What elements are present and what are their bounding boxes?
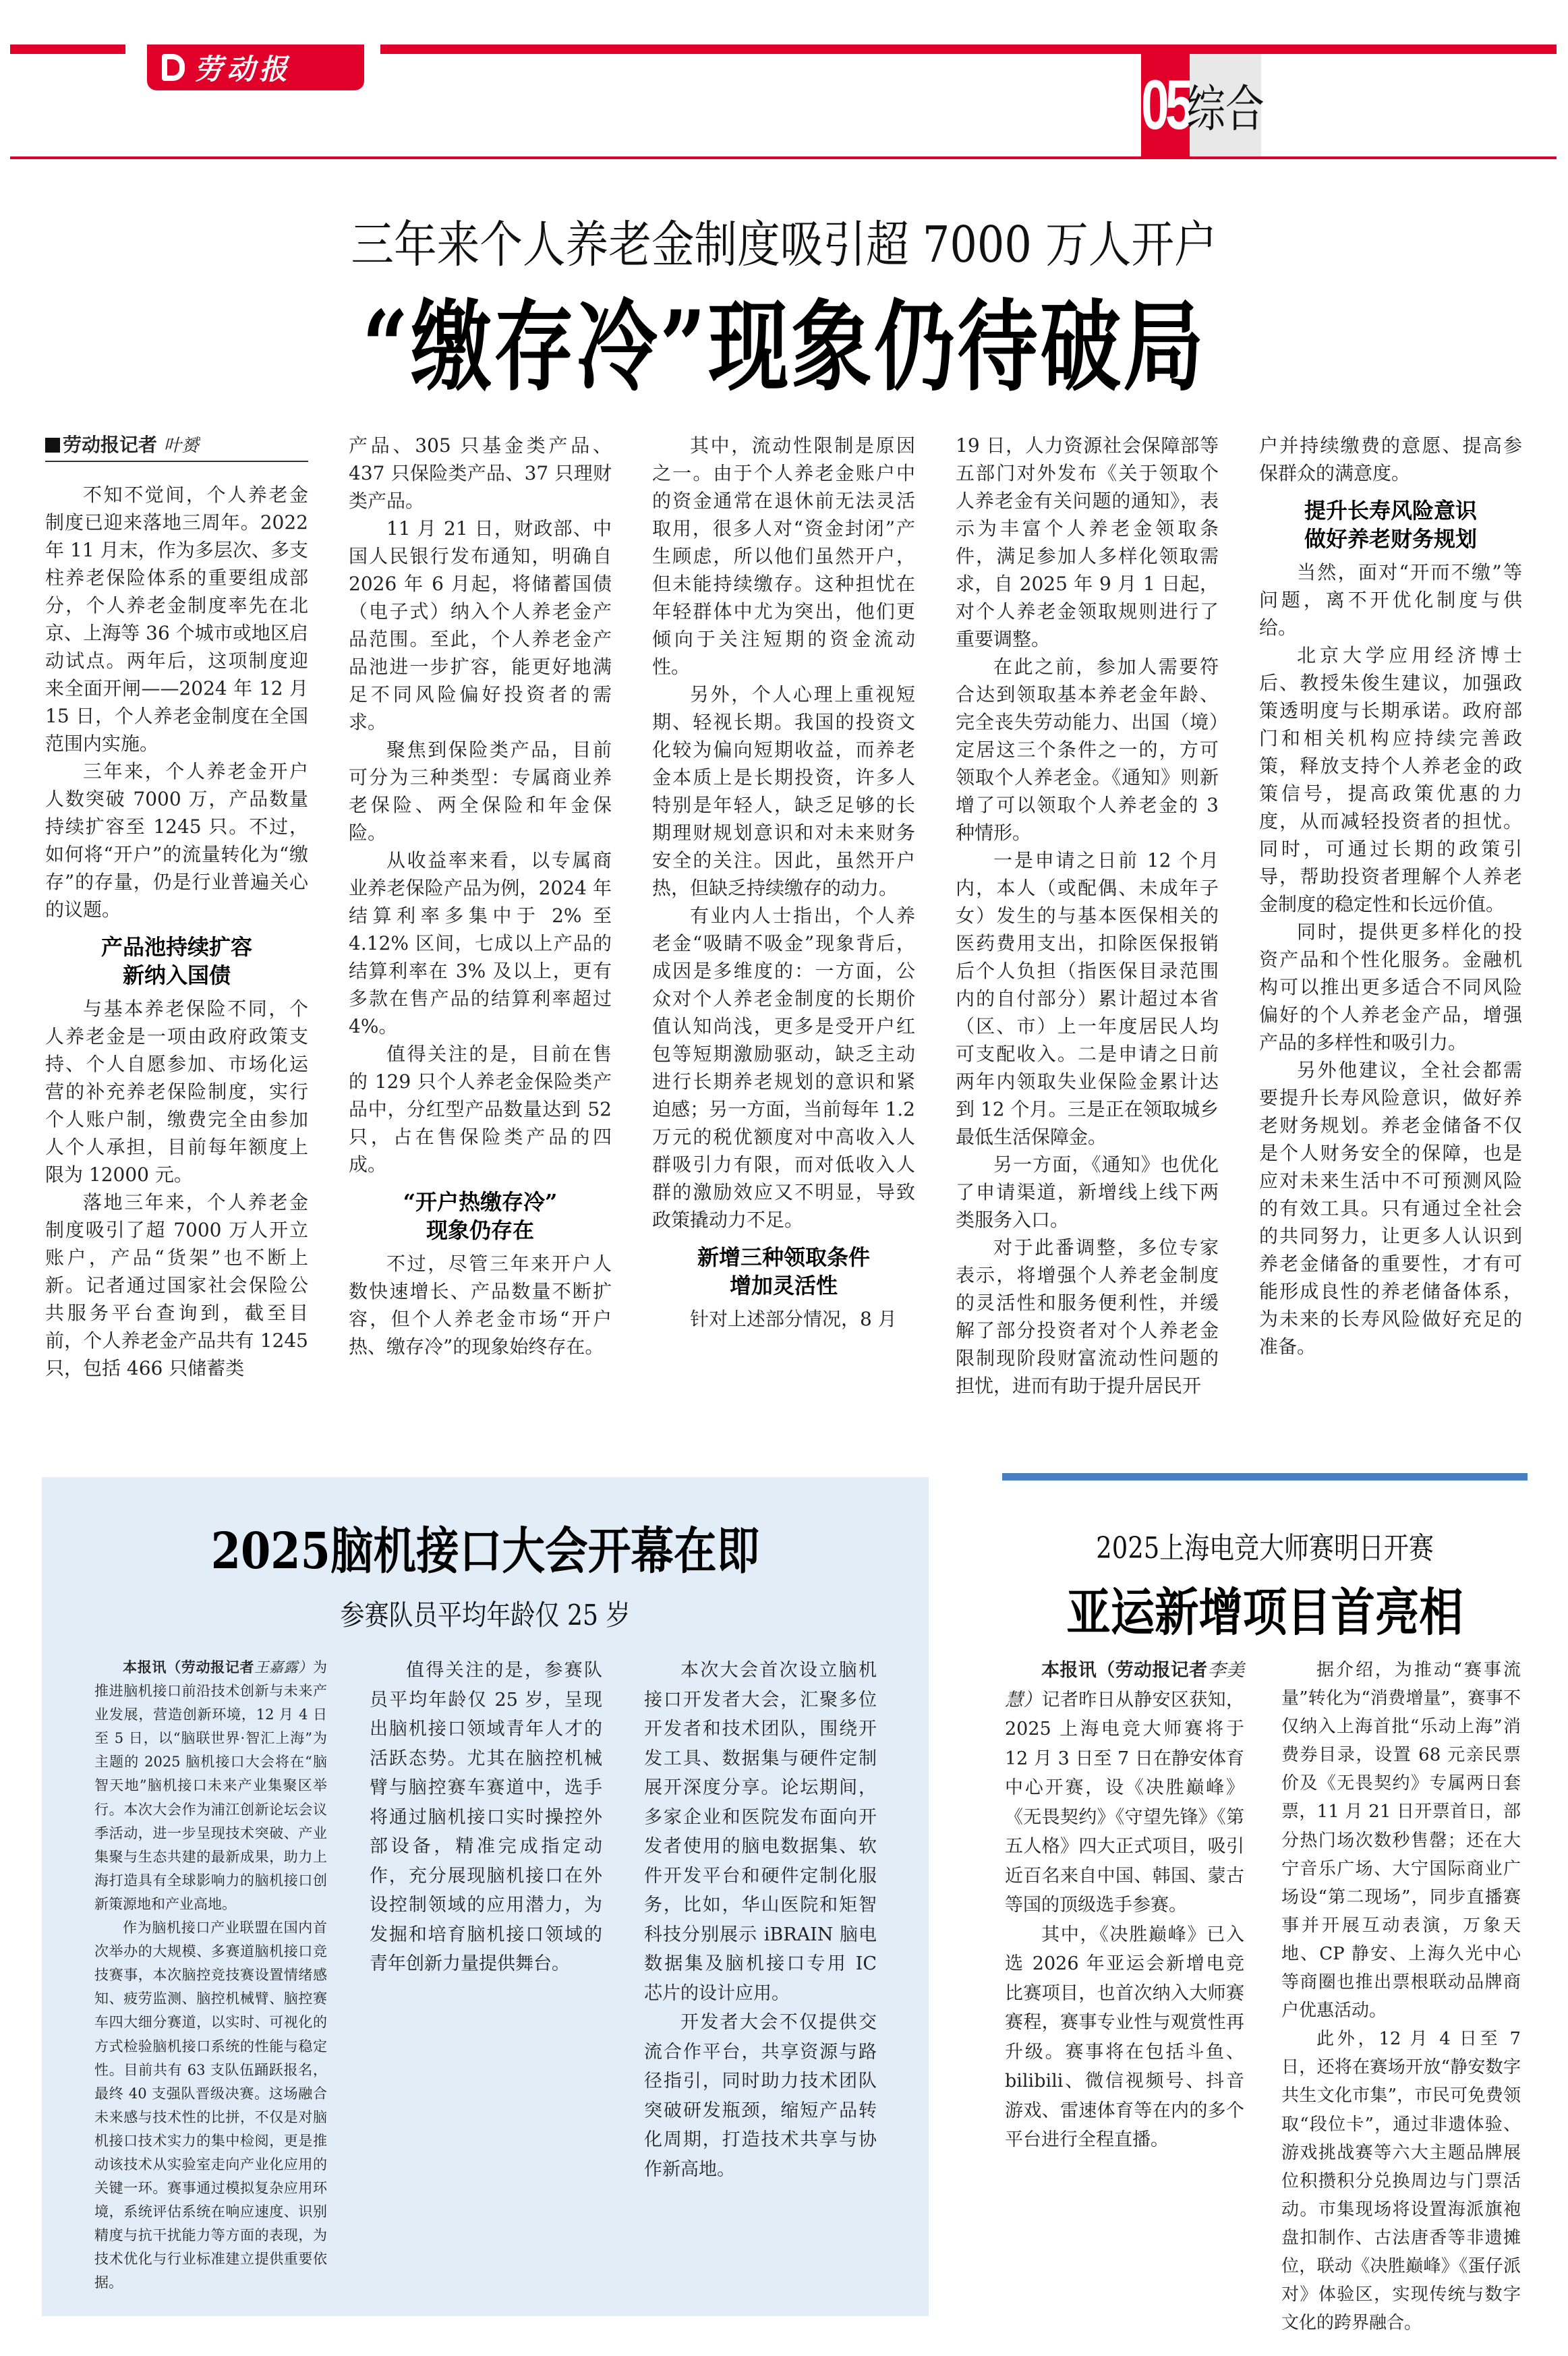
paragraph: 与基本养老保险不同，个人养老金是一项由政府政策支持、个人自愿参加、市场化运营的补充养老保险制度，实行个人账户制，缴费完全由参加人个人承担，目前每年额度上限为 12000 元。 [45, 998, 308, 1186]
paragraph [94, 1656, 327, 1916]
paragraph: 有业内人士指出，个人养老金“吸睛不吸金”现象背后，成因是多维度的：一方面，公众对个人养老金制度的长期价值认知尚浅，更多是受开户红包等短期激励驱动，缺乏主动进行长期养老规划的意识和紧迫感；另一方面，当前每年 1.2 万元的税优额度对中高收入人群吸引力有限，而对低收入人群的激励效应又不明显，导致政策撬动力不足。 [652, 904, 915, 1231]
paragraph: 产品、305 只基金类产品、437 只保险类产品、37 只理财类产品。 [349, 434, 612, 512]
paragraph: 另外，个人心理上重视短期、轻视长期。我国的投资文化较为偏向短期收益，而养老金本质上是长期投资，许多人特别是年轻人，缺乏足够的长期理财规划意识和对未来财务安全的关注。因此，虽然开户热，但缺乏持续缴存的动力。 [652, 683, 915, 899]
subhead-line: 现象仍存在 [426, 1217, 534, 1243]
article-column-5 [1259, 432, 1522, 1360]
paragraph: 不过，尽管三年来开户人数快速增长、产品数量不断扩容，但个人养老金市场“开户热、缴存冷”的现象始终存在。 [349, 1253, 612, 1358]
logo-mark-icon [162, 54, 185, 81]
paragraph: 另一方面，《通知》也优化了申请渠道，新增线上线下两类服务入口。 [956, 1153, 1219, 1231]
paragraph-text: 记者昨日从静安区获知，2025 上海电竞大师赛将于 12 月 3 日至 7 日在静安体育中心开赛，设《决胜巅峰》《无畏契约》《守望先锋》《第五人格》四大正式项目，吸引近百名来自中国、韩国、蒙古等国的顶级选手参赛。 [1005, 1689, 1245, 1916]
paragraph: 聚焦到保险类产品，目前可分为三种类型：专属商业养老保险、两全保险和年金保险。 [349, 739, 612, 844]
paragraph: 北京大学应用经济博士后、教授朱俊生建议，加强政策透明度与长期承诺。政府部门和相关机构应持续完善政策，释放支持个人养老金的政策信号，提高政策优惠的力度，从而减轻投资者的担忧。同时，可通过长期的政策引导，帮助投资者理解个人养老金制度的稳定性和长远价值。 [1259, 644, 1522, 915]
bci-headline: 2025脑机接口大会开幕在即 [210, 1522, 760, 1580]
subhead-line: 新纳入国债 [122, 962, 231, 988]
subhead [652, 1243, 915, 1300]
article-column-1 [45, 432, 308, 1382]
paragraph: 本次大会首次设立脑机接口开发者大会，汇聚多位开发者和技术团队，围绕开发工具、数据集与硬件定制展开深度分享。论坛期间，多家企业和医院发布面向开发者使用的脑电数据集、软件开发平台和硬件定制化服务，比如，华山医院和矩智科技分别展示 iBRAIN 脑电数据集及脑机接口专用 IC 芯片的设计应用。 [644, 1660, 877, 2004]
paragraph: 11 月 21 日，财政部、中国人民银行发布通知，明确自 2026 年 6 月起，将储蓄国债（电子式）纳入个人养老金产品范围。至此，个人养老金产品池进一步扩容，能更好地满足不同风险偏好投资者的需求。 [349, 517, 612, 733]
masthead-gap [364, 45, 380, 54]
section-name: 综合 [1186, 80, 1265, 138]
paragraph: 据介绍，为推动“赛事流量”转化为“消费增量”，赛事不仅纳入上海首批“乐动上海”消费券目录，设置 68 元亲民票价及《无畏契约》专属两日套票，11 月 21 日开票首日，部分热门场次数秒售罄；还在大宁音乐广场、大宁国际商业广场设“第二现场”，同步直播赛事并开展互动表演，万象天地、CP 静安、上海久光中心等商圈也推出票根联动品牌商户优惠活动。 [1281, 1660, 1521, 2021]
bci-column-3 [644, 1656, 877, 2184]
paragraph: 其中，流动性限制是原因之一。由于个人养老金账户中的资金通常在退休前无法灵活取用，很多人对“资金封闭”产生顾虑，所以他们虽然开户，但未能持续缴存。这种担忧在年轻群体中尤为突出，他们更倾向于关注短期的资金流动性。 [652, 434, 915, 678]
masthead-red-bar-left [10, 45, 40, 54]
paragraph: 三年来，个人养老金开户人数突破 7000 万，产品数量持续扩容至 1245 只。不过，如何将“开户”的流量转化为“缴存”的存量，仍是行业普遍关心的议题。 [45, 760, 308, 921]
esports-blue-rule [1002, 1473, 1528, 1481]
main-headline: “缴存冷”现象仍待破局 [361, 289, 1207, 405]
paragraph: 作为脑机接口产业联盟在国内首次举办的大规模、多赛道脑机接口竞技赛事，本次脑控竞技赛设置情绪感知、疲劳监测、脑控机械臂、脑控赛车四大细分赛道，以实时、可视化的方式检验脑机接口系统的性能与稳定性。目前共有 63 支队伍踊跃报名，最终 40 支强队晋级决赛。这场融合未来感与技术性的比拼，不仅是对脑机接口技术实力的集中检阅，更是推动该技术从实验室走向产业化应用的关键一环。赛事通过模拟复杂应用环境，系统评估系统在响应速度、识别精度与抗干扰能力等方面的表现，为技术优化与行业标准建立提供重要依据。 [94, 1920, 327, 2291]
main-kicker: 三年来个人养老金制度吸引超 7000 万人开户 [351, 216, 1217, 274]
paragraph: 值得关注的是，目前在售的 129 只个人养老金保险类产品中，分红型产品数量达到 52 只，占在售保险类产品的四成。 [349, 1043, 612, 1176]
bci-column-2 [370, 1656, 602, 2297]
paragraph: 值得关注的是，参赛队员平均年龄仅 25 岁，呈现出脑机接口领域青年人才的活跃态势。尤其在脑控机械臂与脑控赛车赛道中，选手将通过脑机接口实时操控外部设备，精准完成指定动作，充分展现脑机接口在外设控制领域的应用潜力，为发掘和培育脑机接口领域的青年创新力量提供舞台。 [370, 1660, 602, 1974]
subhead [45, 933, 308, 989]
paragraph: 当然，面对“开而不缴”等问题，离不开优化制度与供给。 [1259, 561, 1522, 639]
paragraph: 19 日，人力资源社会保障部等五部门对外发布《关于领取个人养老金有关问题的通知》，表示为丰富个人养老金领取条件，满足参加人多样化领取需求，自 2025 年 9 月 1 日起，对个人养老金领取规则进行了重要调整。 [956, 434, 1219, 650]
logo-text: 劳动报 [194, 53, 292, 86]
paragraph-text: 为推进脑机接口前沿技术创新与未来产业发展，营造创新环境，12 月 4 日至 5 日，以“脑联世界·智汇上海”为主题的 2025 脑机接口大会将在“脑智天地”脑机接口未来产业集聚区举行。本次大会作为浦江创新论坛会议季活动，进一步呈现技术突破、产业集聚与生态共建的最新成果，助力上海打造具有全球影响力的脑机接口创新策源地和产业高地。 [94, 1659, 328, 1912]
subhead-line: 增加灵活性 [729, 1273, 838, 1298]
article-column-2 [349, 432, 612, 1360]
paragraph: 户并持续缴费的意愿、提高参保群众的满意度。 [1259, 434, 1522, 484]
paragraph: 开发者大会不仅提供交流合作平台，共享资源与路径指引，同时助力技术团队突破研发瓶颈，缩短产品转化周期，打造技术共享与协作新高地。 [644, 2012, 877, 2180]
paragraph: 在此之前，参加人需要符合达到领取基本养老金年龄、完全丧失劳动能力、出国（境）定居这三个条件之一的，方可领取个人养老金。《通知》则新增了可以领取个人养老金的 3 种情形。 [956, 656, 1219, 844]
paragraph: 不知不觉间，个人养老金制度已迎来落地三周年。2022 年 11 月末，作为多层次、多支柱养老保险体系的重要组成部分，个人养老金制度率先在北京、上海等 36 个城市或地区启动试点。两年后，这项制度迎来全面开闸——2024 年 12 月 15 日，个人养老金制度在全国范围内实施。 [45, 484, 308, 755]
newspaper-logo[interactable] [147, 45, 364, 90]
esports-kicker: 2025上海电竞大师赛明日开赛 [1096, 1531, 1434, 1565]
article-column-4 [956, 432, 1219, 1400]
lead-name: 王嘉露） [254, 1659, 314, 1675]
paragraph: 另外他建议，全社会都需要提升长寿风险意识，做好养老财务规划。养老金储备不仅是个人财务安全的保障，也是应对未来生活中不可预测风险的有效工具。只有通过全社会的共同努力，让更多人认识到养老金储备的重要性，才有可能形成良性的养老储备体系，为未来的长寿风险做好充足的准备。 [1259, 1059, 1522, 1358]
esports-column-2 [1281, 1656, 1521, 2337]
byline-label: 劳动报记者 [63, 434, 158, 456]
paragraph: 其中，《决胜巅峰》已入选 2026 年亚运会新增电竞比赛项目，也首次纳入大师赛赛程，赛事专业性与观赏性再升级。赛事将在包括斗鱼、bilibili、微信视频号、抖音游戏、雷速体育等在内的多个平台进行全程直播。 [1005, 1924, 1244, 2150]
paragraph: 一是申请之日前 12 个月内，本人（或配偶、未成年子女）发生的与基本医保相关的医药费用支出，扣除医保报销后个人负担（指医保目录范围内的自付部分）累计超过本省（区、市）上一年度居民人均可支配收入。二是申请之日前两年内领取失业保险金累计达到 12 个月。三是正在领取城乡最低生活保障金。 [956, 849, 1219, 1148]
paragraph: 从收益率来看，以专属商业养老保险产品为例，2024 年结算利率多集中于 2% 至 4.12% 区间，七成以上产品的结算利率在 3% 及以上，更有多款在售产品的结算利率超过 4%。 [349, 849, 612, 1037]
page-number: 05 [1141, 65, 1190, 144]
section-box [1186, 54, 1265, 156]
paragraph: 针对上述部分情况，8 月 [690, 1308, 897, 1330]
page-number-box [1141, 54, 1190, 156]
lead-label: 本报讯（劳动报记者 [123, 1659, 255, 1675]
paragraph: 此外，12 月 4 日至 7 日，还将在赛场开放“静安数字共生文化市集”，市民可免费领取“段位卡”，通过非遗体验、游戏挑战赛等六大主题品牌展位积攒积分兑换周边与门票活动。市集现场将设置海派旗袍盘扣制作、古法唐香等非遗摊位，联动《决胜巅峰》《蛋仔派对》体验区，实现传统与数字文化的跨界融合。 [1281, 2029, 1521, 2334]
bci-column-1 [94, 1656, 327, 2295]
paragraph: 同时，提供更多样化的投资产品和个性化服务。金融机构可以推出更多适合不同风险偏好的个人养老金产品，增强产品的多样性和吸引力。 [1259, 921, 1522, 1054]
paragraph: 落地三年来，个人养老金制度吸引了超 7000 万人开立账户，产品“货架”也不断上新。记者通过国家社会保险公共服务平台查询到，截至目前，个人养老金产品共有 1245 只，包括 466 只储蓄类 [45, 1191, 308, 1379]
esports-column-1 [1005, 1656, 1244, 2155]
subhead [1259, 496, 1522, 553]
masthead-gap [125, 45, 147, 54]
lead-name: 李美慧） [1005, 1660, 1245, 1711]
lead-label: 本报讯（劳动报记者 [1041, 1660, 1208, 1681]
subhead-line: 做好养老财务规划 [1304, 526, 1477, 552]
subhead-line: 提升长寿风险意识 [1304, 498, 1477, 523]
byline-name: 叶赟 [163, 436, 199, 456]
byline [45, 432, 308, 462]
subhead-line: 产品池持续扩容 [100, 934, 252, 960]
esports-headline: 亚运新增项目首亮相 [1066, 1582, 1463, 1642]
byline-square-icon [45, 438, 60, 453]
paragraph [1005, 1656, 1244, 1920]
subhead-line: “开户热缴存冷” [403, 1189, 558, 1215]
subhead-line: 新增三种领取条件 [697, 1244, 870, 1270]
bci-subheadline: 参赛队员平均年龄仅 25 岁 [340, 1599, 631, 1632]
paragraph: 对于此番调整，多位专家表示，将增强个人养老金制度的灵活性和服务便利性，并缓解了部分投资者对个人养老金限制现阶段财富流动性问题的担忧，进而有助于提升居民开 [956, 1236, 1219, 1397]
subhead [349, 1188, 612, 1244]
article-column-3 [652, 432, 915, 1333]
masthead-bottom-rule [10, 156, 1557, 159]
